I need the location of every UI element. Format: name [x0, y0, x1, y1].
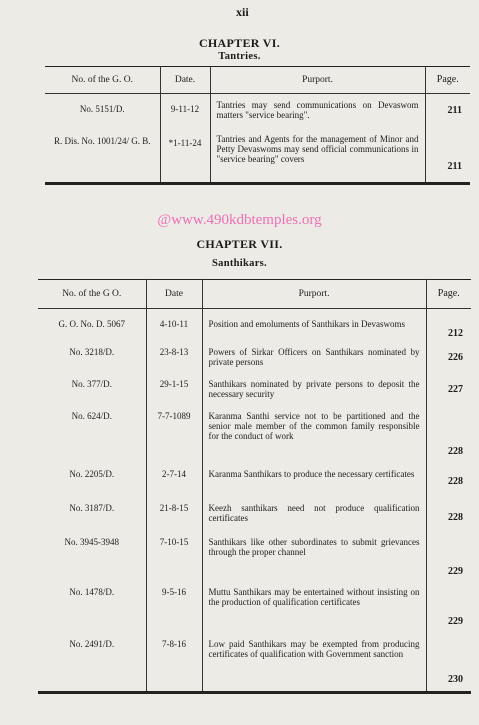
table-row — [38, 465, 471, 499]
header-date: Date — [146, 280, 202, 309]
page-ref: 226 — [448, 351, 463, 363]
header-go-number: No. of the G O. — [38, 280, 146, 309]
chapter-6-subtitle: Tantries. — [218, 51, 261, 62]
page-number: xii — [236, 5, 249, 19]
go-date: 7-7-1089 — [146, 407, 202, 465]
go-number: No. 3187/D. — [69, 502, 115, 513]
chapter-6-table — [45, 66, 470, 185]
page-ref: 211 — [447, 160, 462, 172]
go-purport: Muttu Santhikars may be entertained without insisting on the production of qualification certificates — [202, 583, 426, 635]
go-purport: Low paid Santhikars may be exempted from producing certificates of qualification with Government sanction — [202, 635, 426, 693]
table-row — [45, 134, 470, 184]
chapter-6-title: CHAPTER VI. — [198, 36, 281, 50]
go-purport: Tantries may send communications on Devaswom matters "service bearing". — [210, 94, 425, 134]
go-purport: Tantries and Agents for the management of Minor and Petty Devaswoms may send official communications in "service bearing" covers — [210, 134, 425, 184]
table-row — [38, 375, 471, 407]
page-ref: 228 — [448, 475, 463, 487]
table-header-row — [45, 67, 470, 94]
go-number: No. 2205/D. — [69, 468, 115, 479]
header-date: Date. — [160, 67, 210, 94]
page-ref: 230 — [448, 673, 463, 685]
page-ref: 229 — [448, 565, 463, 577]
go-purport: Powers of Sirkar Officers on Santhikars nominated by private persons — [202, 343, 426, 375]
go-purport: Keezh santhikars need not produce qualification certificates — [202, 499, 426, 533]
go-date: 23-8-13 — [146, 343, 202, 375]
go-number: No. 3218/D. — [69, 346, 115, 357]
table-row — [38, 309, 471, 343]
go-date: *1-11-24 — [160, 134, 210, 184]
go-purport: Karanma Santhikars to produce the necessary certificates — [202, 465, 426, 499]
chapter-7-title: CHAPTER VII. — [196, 237, 283, 251]
go-number: No. 624/D. — [71, 410, 112, 421]
table-row — [38, 499, 471, 533]
table-row — [38, 343, 471, 375]
page-ref: 212 — [448, 328, 463, 339]
go-date: 9-11-12 — [160, 94, 210, 134]
go-number: No. 2491/D. — [69, 638, 115, 649]
header-page: Page. — [425, 67, 470, 94]
table-row — [45, 94, 470, 134]
page-ref: 229 — [448, 615, 463, 627]
go-date: 21-8-15 — [146, 499, 202, 533]
table-row — [38, 635, 471, 693]
go-number: No. 377/D. — [71, 378, 112, 389]
go-number: No. 3945-3948 — [64, 536, 119, 547]
go-date: 9-5-16 — [146, 583, 202, 635]
table-row — [38, 533, 471, 583]
go-number: R. Dis. No. 1001/24/ G. B. — [53, 135, 151, 146]
page-ref: 228 — [448, 511, 463, 523]
header-purport: Purport. — [210, 67, 425, 94]
header-go-number: No. of the G. O. — [45, 67, 160, 94]
header-purport: Purport. — [202, 280, 426, 309]
go-purport: Position and emoluments of Santhikars in Devaswoms — [202, 309, 426, 343]
chapter-7-subtitle: Santhikars. — [212, 258, 267, 269]
header-page: Page. — [426, 280, 471, 309]
go-number: No. 1478/D. — [69, 586, 115, 597]
go-purport: Karanma Santhi service not to be partitioned and the senior male member of the common family responsible for the conduct of work — [202, 407, 426, 465]
table-row — [38, 583, 471, 635]
table-row — [38, 407, 471, 465]
go-purport: Santhikars like other subordinates to submit grievances through the proper channel — [202, 533, 426, 583]
table-header-row — [38, 280, 471, 309]
go-number: G. O. No. D. 5067 — [58, 319, 125, 329]
go-purport: Santhikars nominated by private persons to deposit the necessary security — [202, 375, 426, 407]
go-number: No. 5151/D. — [79, 104, 125, 114]
page-ref: 211 — [447, 105, 462, 116]
go-date: 4-10-11 — [146, 309, 202, 343]
go-date: 2-7-14 — [146, 465, 202, 499]
go-date: 7-10-15 — [146, 533, 202, 583]
page-ref: 227 — [448, 383, 463, 395]
page-ref: 228 — [448, 445, 463, 457]
go-date: 7-8-16 — [146, 635, 202, 693]
go-date: 29-1-15 — [146, 375, 202, 407]
watermark-text: @www.490kdbtemples.org — [157, 212, 322, 228]
chapter-7-table — [38, 279, 471, 694]
